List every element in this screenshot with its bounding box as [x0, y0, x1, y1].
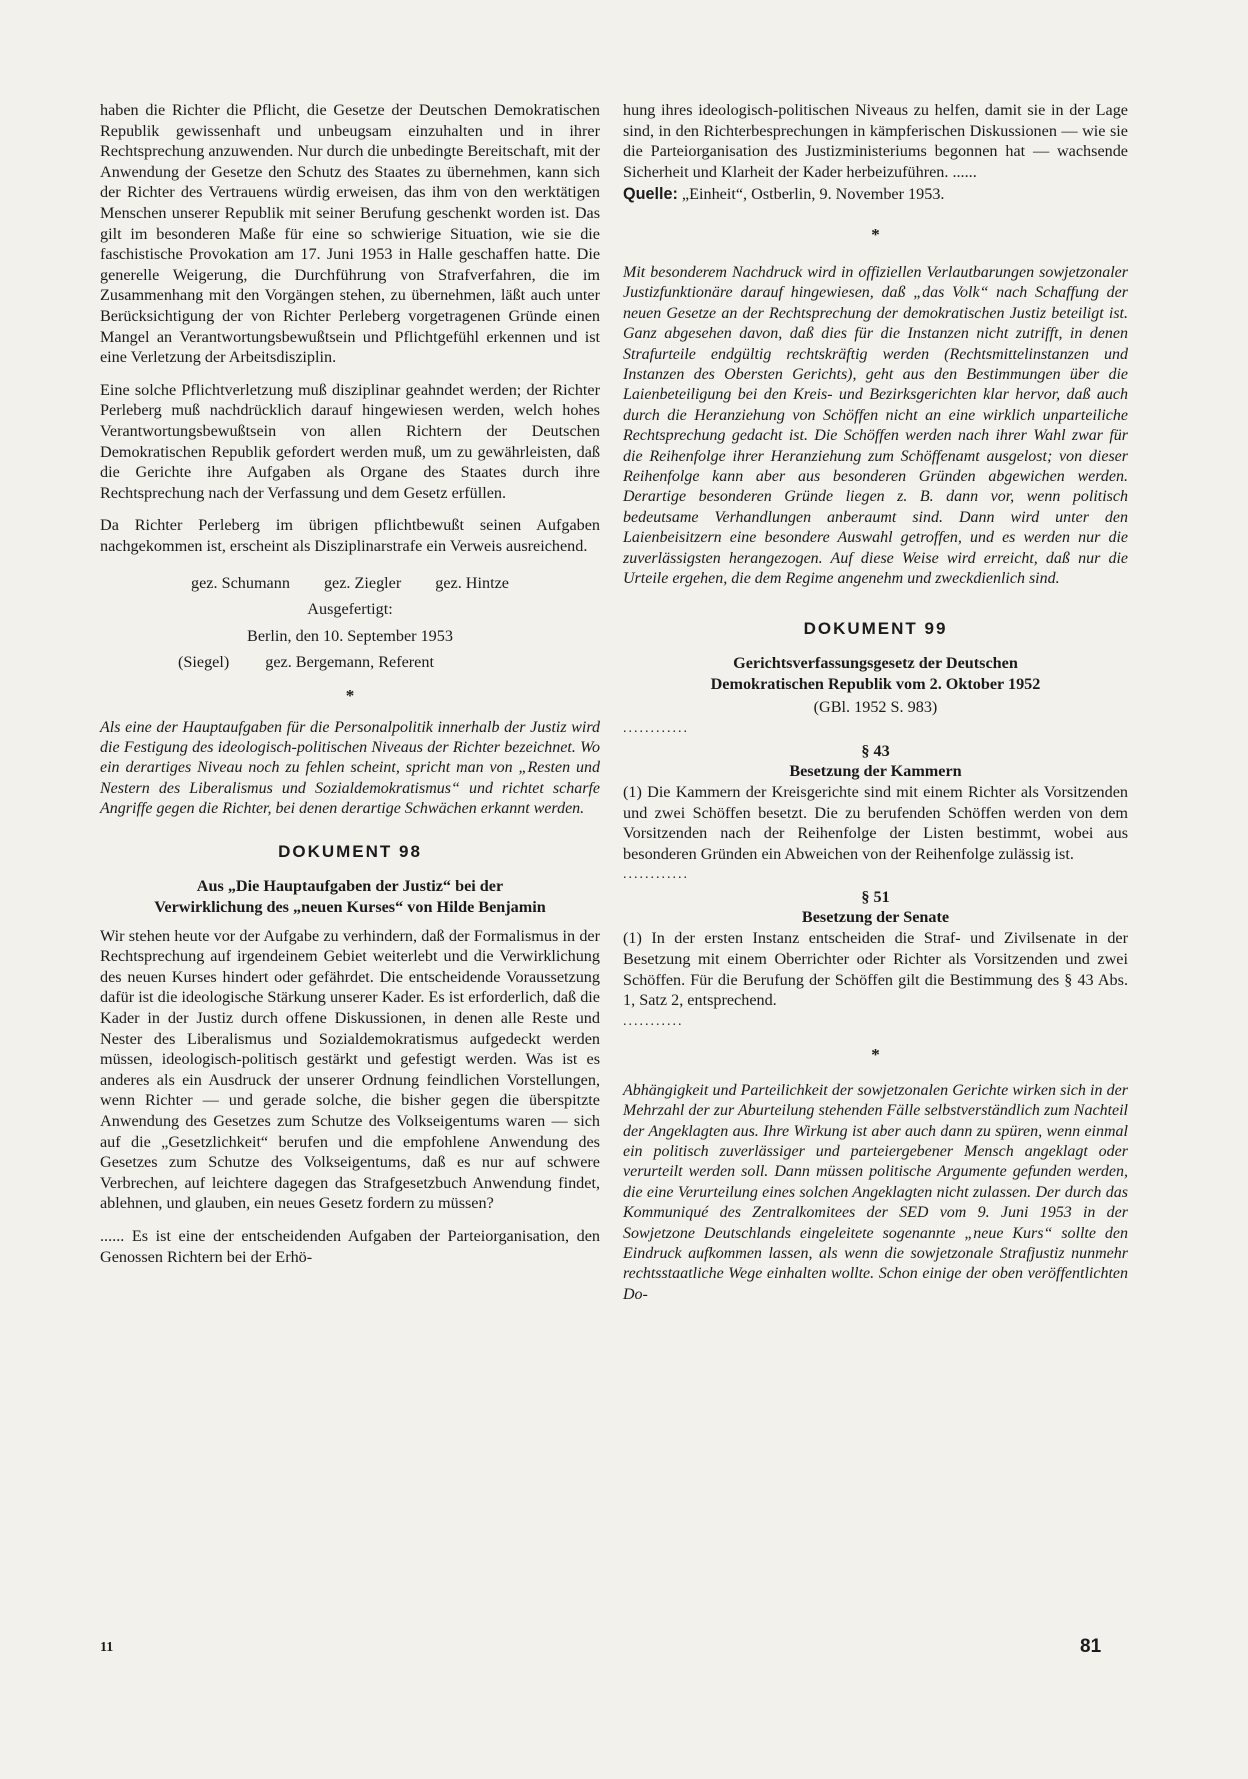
- document-title: Gerichtsverfassungsgesetz der Deutschen: [733, 654, 1018, 673]
- signature-schumann: gez. Schumann: [191, 574, 290, 593]
- source-citation: [623, 184, 1128, 205]
- paragraph: hung ihres ideologisch-politischen Niveaus zu helfen, damit sie in der Lage sind, in den Richterbesprechungen in kämpferischen Diskussionen — wie sie die Parteiorganisation des Justizministeriums begonnen hat — wachsende Sicherheit und Klarheit der Kader herbeizuführen. ......: [623, 101, 1128, 181]
- law-reference: (GBl. 1952 S. 983): [813, 698, 938, 717]
- place-date: Berlin, den 10. September 1953: [247, 627, 453, 646]
- omission-dots: ............: [623, 721, 689, 737]
- section-title: Besetzung der Kammern: [789, 762, 962, 781]
- paragraph: ...... Es ist eine der entscheidenden Aufgaben der Parteiorganisation, den Genossen Richtern bei der Erhö-: [100, 1227, 600, 1266]
- source-text: „Einheit“, Ostberlin, 9. November 1953.: [681, 185, 945, 204]
- paragraph: haben die Richter die Pflicht, die Gesetze der Deutschen Demokratischen Republik gewissenhaft und unbeugsam einzuhalten und in ihrer Rechtsprechung anzuwenden. Nur durch die unbedingte Bereitschaft, mit der Anwendung der Gesetze den Schutz des Staates zu übernehmen, kann sich der Richter des Vertrauens würdig erweisen, das ihm von den werktätigen Menschen unserer Republik mit seiner Berufung geschenkt worden ist. Das gilt im besonderen Maße für eine so schwierige Situation, wie sie die faschistische Provokation am 17. Juni 1953 in Halle geschaffen hatte. Die generelle Weigerung, die Durchführung von Strafverfahren, die im Zusammenhang mit den Vorgängen stehen, zu übernehmen, läßt auch unter Berücksichtigung der von Richter Perleberg vorgetragenen Gründe einen Mangel an Verantwortungsbewußtsein und Pflichtgefühl erkennen und ist eine Verletzung der Arbeitsdisziplin.: [100, 101, 600, 367]
- section-star: *: [871, 1044, 880, 1064]
- omission-dots: ............: [623, 867, 689, 883]
- paragraph: (1) Die Kammern der Kreisgerichte sind mit einem Richter als Vorsitzenden und zwei Schöffen besetzt. Die zu berufenden Schöffen werden von dem Vorsitzenden nach der Reihenfolge der Listen bestimmt, wobei aus besonderen Gründen ein Abweichen von der Reihenfolge zulässig ist.: [623, 783, 1128, 863]
- section-star: *: [871, 224, 880, 244]
- signature-hintze: gez. Hintze: [435, 574, 509, 593]
- signature-mark: 11: [100, 1640, 114, 1655]
- document-title: Demokratischen Republik vom 2. Oktober 1952: [710, 675, 1041, 694]
- paragraph: Da Richter Perleberg im übrigen pflichtbewußt seinen Aufgaben nachgekommen ist, erscheint als Disziplinarstrafe ein Verweis ausreichend.: [100, 516, 600, 555]
- paragraph: (1) In der ersten Instanz entscheiden die Straf- und Zivilsenate in der Besetzung mit einem Oberrichter oder Richter als Vorsitzenden und zwei Schöffen. Für die Berufung der Schöffen gilt die Bestimmung des § 43 Abs. 1, Satz 2, entsprechend.: [623, 929, 1128, 1010]
- page-number: 81: [1080, 1636, 1102, 1657]
- document-heading: DOKUMENT 98: [278, 841, 422, 861]
- right-column: [623, 100, 1128, 1305]
- editorial-commentary: Abhängigkeit und Parteilichkeit der sowjetzonalen Gerichte wirken sich in der Mehrzahl der zur Aburteilung stehenden Fälle selbstverständlich zum Nachteil der Angeklagten aus. Ihre Wirkung ist aber auch dann zu spüren, wenn einmal ein politisch zuverlässiger und parteiergebener Mensch angeklagt oder verurteilt werden soll. Dann müssen politische Argumente gefunden werden, die eine Verurteilung eines solchen Angeklagten nicht zulassen. Der durch das Kommuniqué des Zentralkomitees der SED vom 9. Juni 1953 in der Sowjetzone Deutschlands eingeleitete sogenannte „neue Kurs“ sollte den Eindruck aufkommen lassen, als wenn die sowjetzonale Strafjustiz nunmehr rechtsstaatliche Wege einhalten wollte. Schon einige der oben veröffentlichten Do-: [623, 1081, 1128, 1303]
- paragraph: Eine solche Pflichtverletzung muß disziplinar geahndet werden; der Richter Perleberg muß nachdrücklich darauf hingewiesen werden, welch hohes Verantwortungsbewußtsein von allen Richtern der Deutschen Demokratischen Republik gefordert werden muß, um zu gewährleisten, daß die Gerichte ihre Aufgaben als Organe des Staates durch ihre Rechtsprechung nach der Verfassung und dem Gesetz erfüllen.: [100, 380, 600, 502]
- editorial-commentary: Mit besonderem Nachdruck wird in offiziellen Verlautbarungen sowjetzonaler Justizfunktionäre darauf hingewiesen, daß „das Volk“ nach Schaffung der neuen Gesetze an der Rechtsprechung der demokratischen Justiz beteiligt ist. Ganz abgesehen davon, daß dies für die Instanzen nicht zutrifft, in denen Strafurteile endgültig rechtskräftig werden (Rechtsmittelinstanzen und Instanzen des Obersten Gerichts), geht aus den Bestimmungen über die Laienbeteiligung bei den Kreis- und Bezirksgerichten klar hervor, daß auch durch die Heranziehung von Schöffen nicht an eine wirklich unparteiliche Rechtsprechung gedacht ist. Die Schöffen werden nach ihrer Wahl zwar für die Reihenfolge ihrer Heranziehung zum Schöffenamt ausgelost; von dieser Reihenfolge kann aber aus besonderen Gründen abgewichen werden. Derartige besonderen Gründe liegen z. B. dann vor, wenn politisch bedeutsame Verhandlungen anberaumt sind. Dann wird unter den Laienbeisitzern eine besondere Auswahl getroffen, und es werden nur die zuverlässigsten herangezogen. Auf diese Weise wird erreicht, daß nur die Urteile ergehen, die dem Regime angenehm und zweckdienlich sind.: [623, 263, 1128, 588]
- document-title: Verwirklichung des „neuen Kurses“ von Hilde Benjamin: [154, 897, 546, 916]
- signature-line: [100, 574, 600, 593]
- paragraph: Wir stehen heute vor der Aufgabe zu verhindern, daß der Formalismus in der Rechtsprechung auf irgendeinem Gebiet weiterlebt und die Verwirklichung des neuen Kurses hindert oder gefährdet. Die entscheidende Voraussetzung dafür ist die ideologische Stärkung unserer Kader. Es ist erforderlich, daß die Kader in der Justiz durch offene Diskussionen, in denen alle Reste und Nester des Liberalismus und Sozialdemokratismus aufgedeckt werden müssen, ideologisch-politisch gestärkt und gefestigt werden. Was ist es anderes als ein Ausdruck der unserer Ordnung feindlichen Vorstellungen, wenn Richter — und gerade solche, die bisher gegen die überspitzte Anwendung des Gesetzes zum Schutze des Volkseigentums waren — sich auf die „Gesetzlichkeit“ berufen und die empfohlene Anwendung des Gesetzes zum Schutze des Volkseigentums, daß es nur auf schwere Verbrechen, auf leichtere dagegen das Strafgesetzbuch Anwendung findet, ablehnen, und glauben, ein neues Gesetz fordern zu müssen?: [100, 926, 600, 1213]
- ausgefertigt-label: Ausgefertigt:: [307, 600, 393, 619]
- section-title: Besetzung der Senate: [801, 908, 950, 927]
- referent-signature: gez. Bergemann, Referent: [265, 652, 434, 671]
- section-number: § 43: [861, 742, 890, 761]
- left-column: [100, 100, 600, 1267]
- document-heading: DOKUMENT 99: [803, 619, 948, 639]
- signature-ziegler: gez. Ziegler: [323, 574, 402, 593]
- omission-dots: ...........: [623, 1013, 684, 1029]
- editorial-commentary: Als eine der Hauptaufgaben für die Personalpolitik innerhalb der Justiz wird die Festigung des ideologisch-politischen Niveaus der Richter bezeichnet. Wo ein derartiges Niveau noch zu fehlen scheint, spricht man von „Resten und Nestern des Liberalismus und Sozialdemokratismus“ und richtet scharfe Angriffe gegen die Richter, bei denen derartige Schwächen erkannt werden.: [100, 718, 600, 818]
- seal-label: (Siegel): [178, 652, 230, 671]
- section-number: § 51: [861, 888, 890, 907]
- document-title: Aus „Die Hauptaufgaben der Justiz“ bei der: [196, 876, 504, 895]
- section-star: *: [345, 685, 355, 705]
- source-label: Quelle:: [623, 185, 678, 204]
- seal-line: [178, 653, 600, 672]
